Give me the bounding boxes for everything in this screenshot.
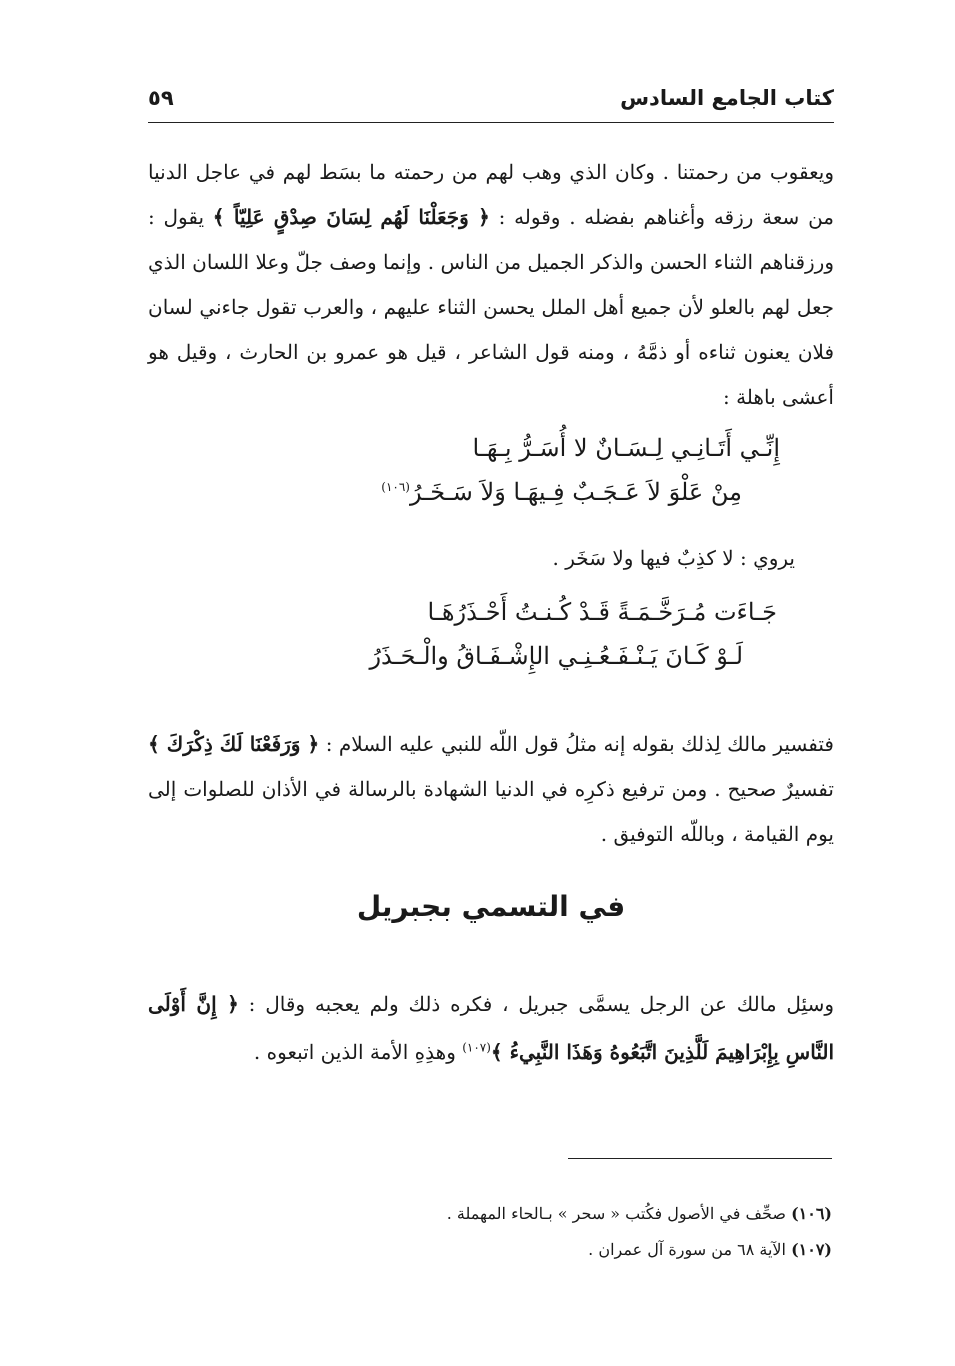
footnotes [300,1196,832,1268]
paragraph-3-text-b: تفسيرٌ صحيح . ومن ترفيع ذكرِه في الدنيا الشهادة بالرسالة في الأذان للصلوات إلى يوم القيامة ، وباللّه التوفيق . [148,777,834,846]
verse-1-line-1: إِنِّـي أَتَـانِـي لِـسَـانٌ لا أُسَـرُّ بِـهَـا [472,434,780,462]
verse-2-line-2: لَـوْ كَـانَ يَـنْـفَـعُـنِـي الإِشْـفَـاقُ والْـحَـذَرُ [369,642,743,670]
footnote-ref-107: (١٠٧) [462,1040,491,1055]
paragraph-1 [148,150,834,420]
paragraph-4-text-b: وهذِهِ الأمة الذين اتبعوه . [253,1040,463,1064]
quran-quote-3: ﴿ إِنَّ أَوْلَى النَّاسِ بِإِبْرَاهِيمَ لَلَّذِينَ اتَّبَعُوهُ وَهَذَا النَّبِيءُ ﴾ [148,992,834,1064]
footnote-text: الآية ٦٨ من سورة آل عمران . [588,1240,786,1259]
running-title: كتاب الجامع السادس [620,86,834,110]
paragraph-3-text-a: فتفسير مالك لِذلك بقوله إنه مثلُ قول اللّه للنبي عليه السلام : [319,732,834,756]
paragraph-1-text-b: يقول : ورزقناهم الثناء الحسن والذكر الجميل من الناس . وإنما وصف جلّ وعلا اللسان الذي جعل لهم بالعلو لأن جميع أهل الملل يحسن الثناء عليهم ، والعرب تقول جاءني لسان فلان يعنون ثناءه أو ذمَّهُ ، ومنه قول الشاعر ، قيل هو عمرو بن الحارث ، وقيل هو أعشى باهلة : [148,205,834,409]
section-heading: في التسمي بجبريل [356,890,626,923]
verse-1-line-2-text: مِنْ عَلْوَ لاَ عَـجَـبٌ فِـيهَـا وَلاَ سَـخَـرُ [409,478,742,506]
footnote-text: صحِّف في الأصول فكُتب « سحر » بـالحاء المهملة . [446,1204,786,1223]
footnote-106 [300,1196,832,1232]
footnote-rule [568,1158,832,1159]
footnote-number: (١٠٧) [791,1240,832,1259]
quran-quote-1: ﴿ وَجَعَلْنَا لَهُم لِسَانَ صِدْقٍ عَلِيّاً ﴾ [212,205,490,229]
page-number: ٥٩ [148,86,174,110]
footnote-number: (١٠٦) [791,1204,832,1223]
verse-2-line-1: جَـاءَت مُـرَخَّـمَـةً قَـدْ كُـنـتُ أَحْـذَرُهَـا [427,598,777,626]
paragraph-1-text-a: ويعقوب من رحمتنا . وكان الذي وهب لهم من رحمته ما بسَط لهم في عاجل الدنيا من سعة رزقه وأغناهم بفضله . وقوله : [148,160,835,229]
paragraph-4 [148,980,834,1076]
quran-quote-2: ﴿ وَرَفَعْنَا لَكَ ذِكْرَكَ ﴾ [148,732,320,756]
page-header [148,78,834,118]
header-rule [148,122,834,123]
footnote-ref-106: (١٠٦) [381,480,410,494]
verse-1-line-2 [381,478,742,506]
paragraph-4-text-a: وسئِل مالك عن الرجل يسمَّى جبريل ، فكره ذلك ولم يعجبه وقال : [238,992,834,1016]
paragraph-3 [148,722,834,857]
footnote-107 [300,1232,832,1268]
rawi-line: يروي : لا كذِبٌ فيها ولا سَخَر . [552,546,795,570]
